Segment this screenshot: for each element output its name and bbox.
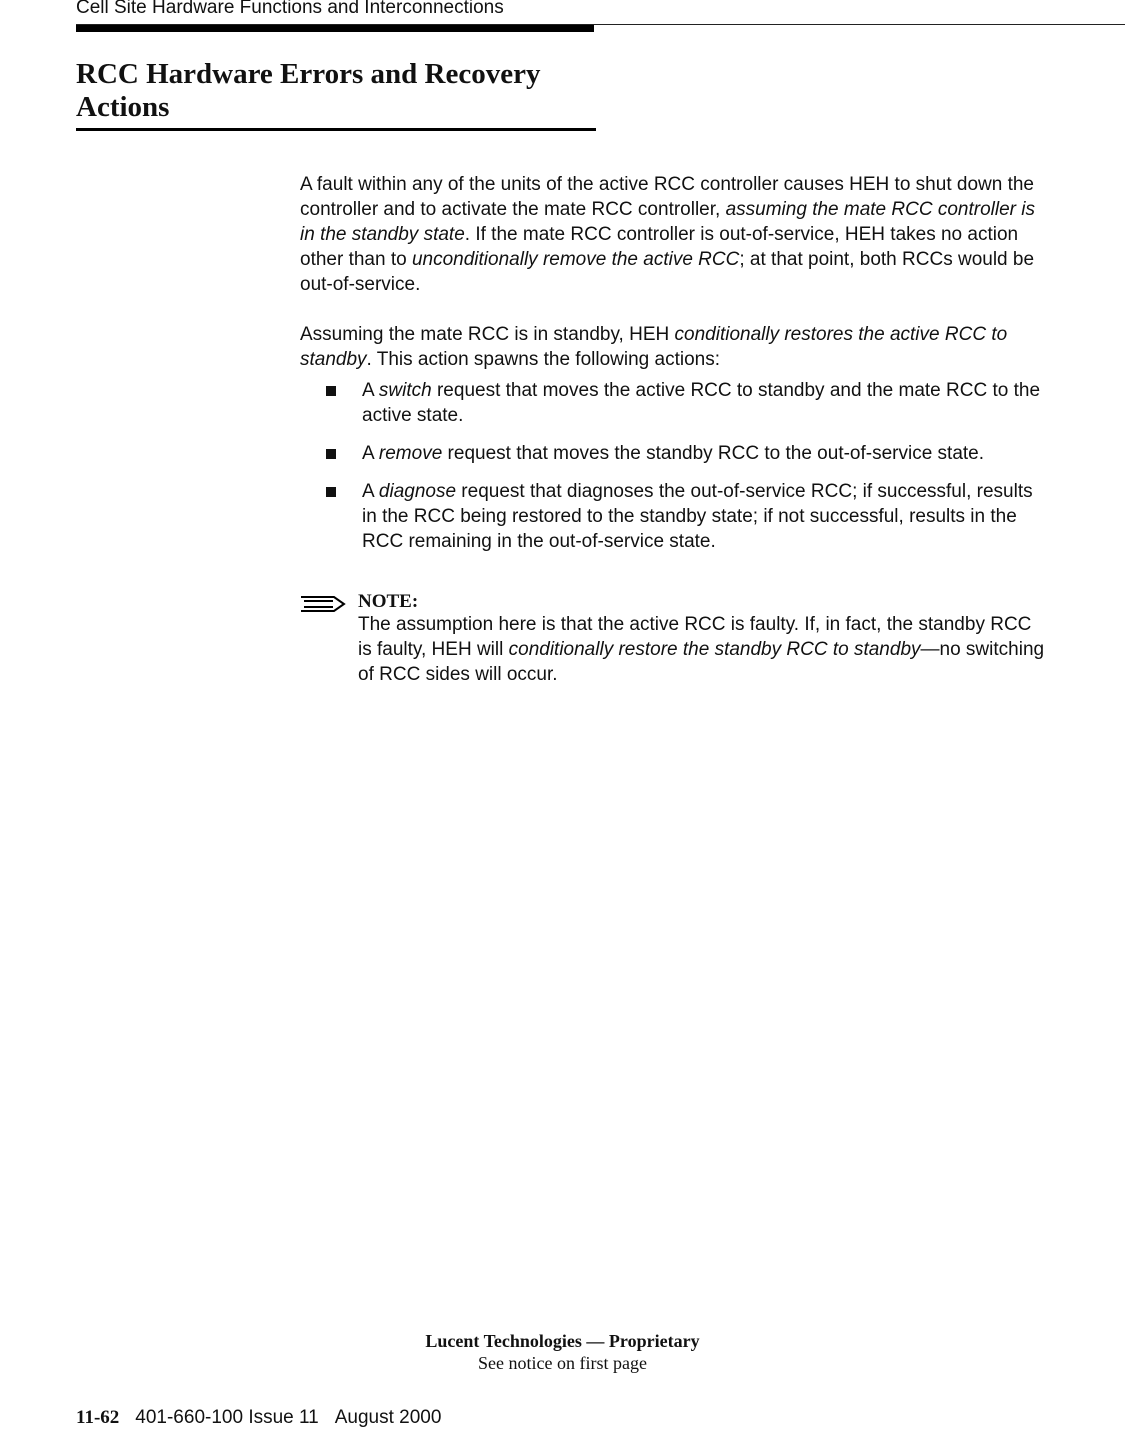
list-item-text: request that diagnoses the out-of-service RCC; if successful, results in the RCC being restored to the standby state; if not successful, results in the RCC remaining in the out-of-service state. — [362, 481, 1033, 552]
note-block — [300, 592, 1050, 687]
header-bar — [76, 25, 594, 32]
list-item-prefix: A — [362, 380, 379, 401]
square-bullet-icon — [326, 386, 336, 396]
note-emphasis: conditionally restore the standby RCC to standby — [508, 639, 921, 660]
list-item-text: request that moves the standby RCC to the out-of-service state. — [442, 443, 985, 464]
note-label: NOTE: — [358, 591, 419, 612]
note-text-2: —no switching of RCC sides will occur. — [358, 639, 1045, 685]
list-item-keyword: remove — [378, 443, 443, 464]
para1-emphasis-2: unconditionally remove the active RCC — [411, 249, 740, 270]
title-rule — [76, 128, 596, 131]
paragraph-fault — [300, 172, 1050, 297]
para1-emphasis-1: assuming the mate RCC controller is in the standby state — [300, 199, 1035, 245]
page-number: 11-62 — [76, 1407, 120, 1428]
square-bullet-icon — [326, 487, 336, 497]
list-item-keyword: switch — [378, 380, 432, 401]
running-header: Cell Site Hardware Functions and Interconnections — [76, 0, 504, 18]
para2-emphasis: conditionally restores the active RCC to standby — [300, 324, 1008, 370]
para2-text-1: Assuming the mate RCC is in standby, HEH — [300, 324, 675, 345]
section-title: RCC Hardware Errors and Recovery Actions — [76, 58, 541, 123]
paragraph-standby — [300, 322, 1050, 372]
footer-page-line — [76, 1407, 441, 1429]
list-item-remove — [300, 441, 1050, 466]
list-item-prefix: A — [362, 443, 379, 464]
action-list — [300, 378, 1050, 554]
list-item-diagnose — [300, 479, 1050, 554]
list-item-prefix: A — [362, 481, 379, 502]
document-date: August 2000 — [334, 1407, 442, 1428]
para1-text-3: ; at that point, both RCCs would be out-of-service. — [300, 249, 1035, 295]
para2-text-2: . This action spawns the following actions: — [366, 349, 720, 370]
footer-notice: See notice on first page — [478, 1353, 647, 1373]
para1-text-1: A fault within any of the units of the active RCC controller causes HEH to shut down the controller and to activate the mate RCC controller, — [300, 174, 1034, 220]
note-arrow-icon — [300, 594, 346, 614]
list-item-text: request that moves the active RCC to standby and the mate RCC to the active state. — [362, 380, 1041, 426]
square-bullet-icon — [326, 449, 336, 459]
list-item-switch — [300, 378, 1050, 428]
list-item-keyword: diagnose — [378, 481, 457, 502]
footer-company: Lucent Technologies — Proprietary — [425, 1331, 700, 1351]
note-text — [358, 612, 1050, 687]
document-id: 401-660-100 Issue 11 — [135, 1407, 319, 1428]
note-text-1: The assumption here is that the active RCC is faulty. If, in fact, the standby RCC is faulty, HEH will — [358, 614, 1032, 660]
body-text — [300, 172, 1050, 706]
para1-text-2: . If the mate RCC controller is out-of-service, HEH takes no action other than to — [300, 224, 1019, 270]
